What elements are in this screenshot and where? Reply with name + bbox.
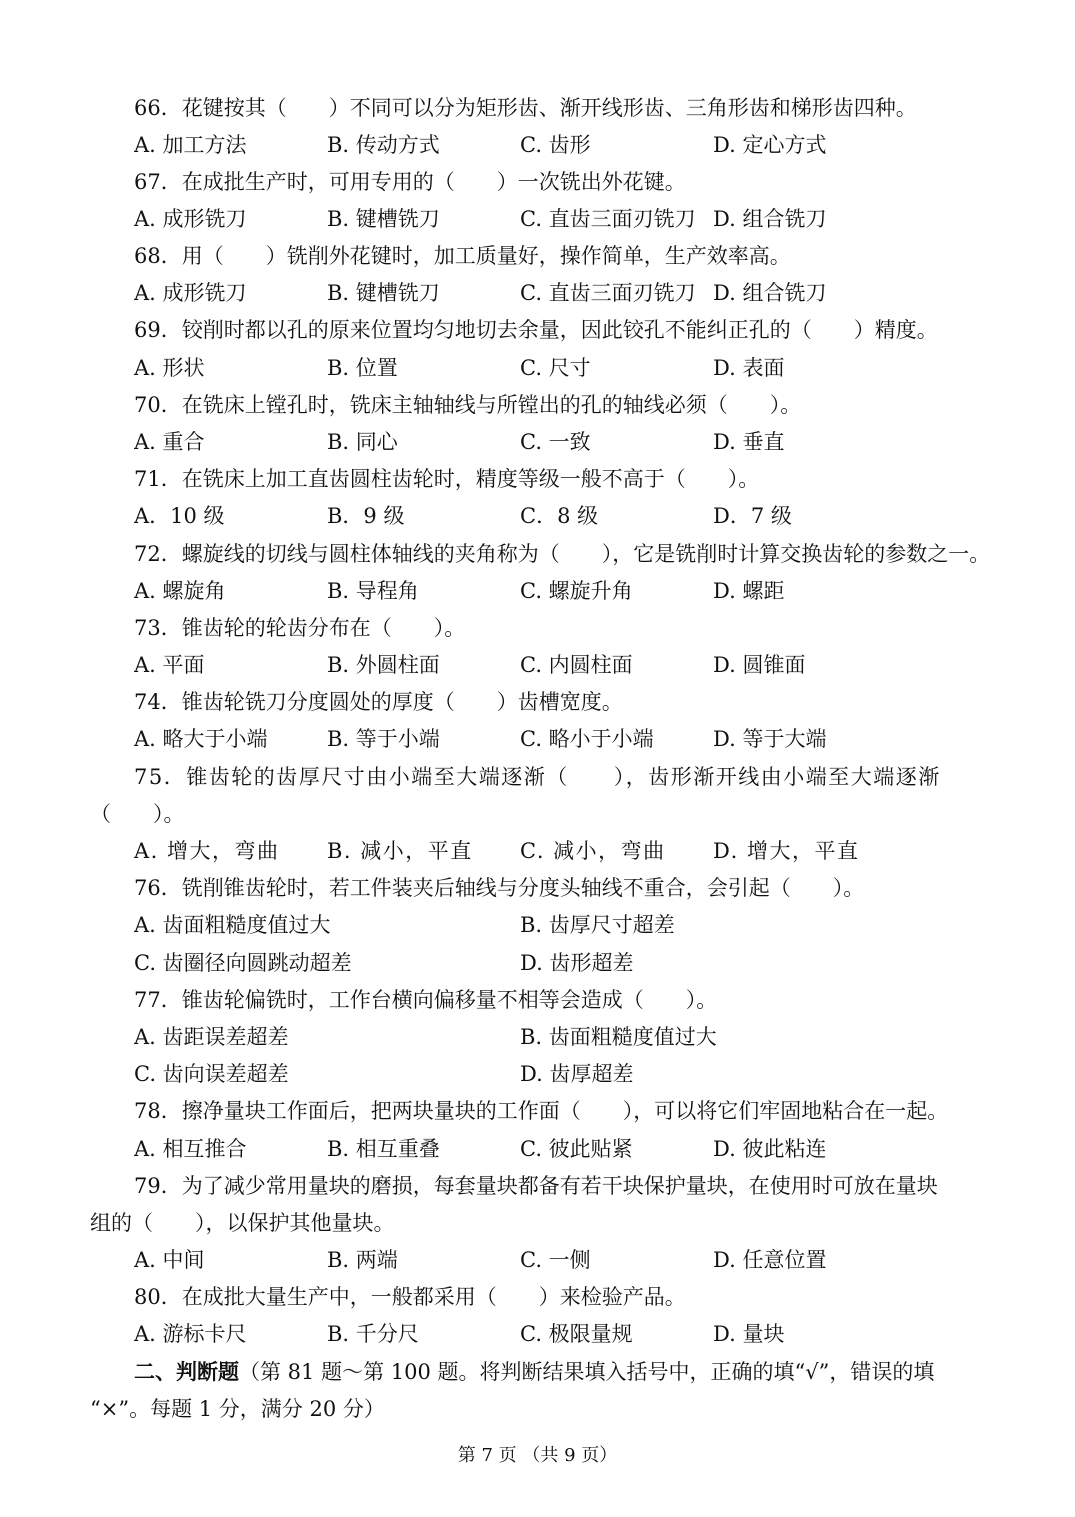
- option-b: B. 两端: [327, 1248, 398, 1272]
- question-79-stem: 79．为了减少常用量块的磨损，每套量块都备有若干块保护量块，在使用时可放在量块: [134, 1174, 938, 1198]
- question-75-options: [134, 837, 1014, 865]
- question-79-options: [134, 1246, 1014, 1274]
- question-67-stem: 67．在成批生产时，可用专用的（ ）一次铣出外花键。: [134, 170, 686, 194]
- question-69-stem: 69．铰削时都以孔的原来位置均匀地切去余量，因此铰孔不能纠正孔的（ ）精度。: [134, 318, 938, 342]
- option-d: D. 等于大端: [713, 727, 827, 751]
- question-70-options: [134, 428, 1014, 456]
- option-b: B. 千分尺: [327, 1322, 419, 1346]
- question-73-options: [134, 651, 1014, 679]
- question-69-options: [134, 354, 1014, 382]
- question-76-options-row2: [134, 949, 1014, 977]
- question-72-stem: 72．螺旋线的切线与圆柱体轴线的夹角称为（ ），它是铣削时计算交换齿轮的参数之一。: [134, 542, 991, 566]
- option-d: D. 组合铣刀: [713, 281, 827, 305]
- option-b: B. 外圆柱面: [327, 653, 440, 677]
- option-a: A. 加工方法: [134, 133, 247, 157]
- question-77-stem: 77．锥齿轮偏铣时，工作台横向偏移量不相等会造成（ ）。: [134, 988, 718, 1012]
- question-80-stem: 80．在成批大量生产中，一般都采用（ ）来检验产品。: [134, 1285, 686, 1309]
- option-c: C. 一致: [520, 430, 591, 454]
- option-b: B. 齿厚尺寸超差: [520, 913, 675, 937]
- section-description: （第 81 题～第 100 题。将判断结果填入括号中，正确的填“√”，错误的填: [239, 1360, 935, 1384]
- option-b: B. 键槽铣刀: [327, 207, 440, 231]
- section-heading-line1: [90, 1358, 1000, 1386]
- option-c: C. 齿圈径向圆跳动超差: [134, 951, 352, 975]
- option-a: A. 齿面粗糙度值过大: [134, 913, 331, 937]
- question-75-stem-continued: （ ）。: [90, 802, 185, 826]
- option-c: C. 齿形: [520, 133, 591, 157]
- question-66-options: [134, 131, 1014, 159]
- option-c: C. 一侧: [520, 1248, 591, 1272]
- option-a: A. 相互推合: [134, 1137, 247, 1161]
- option-b: B. 键槽铣刀: [327, 281, 440, 305]
- option-d: D. 齿形超差: [520, 951, 634, 975]
- option-d: D. 齿厚超差: [520, 1062, 634, 1086]
- question-77-options-row1: [134, 1023, 1014, 1051]
- section-title: 二、判断题: [134, 1359, 239, 1384]
- question-80-options: [134, 1320, 1014, 1348]
- option-c: C．8 级: [520, 504, 599, 528]
- option-a: A. 增大，弯曲: [134, 839, 280, 863]
- question-74-options: [134, 725, 1014, 753]
- question-71-options: [134, 502, 1014, 530]
- question-75-stem: 75．锥齿轮的齿厚尺寸由小端至大端逐渐（ ），齿形渐开线由小端至大端逐渐: [134, 765, 941, 789]
- option-b: B. 齿面粗糙度值过大: [520, 1025, 717, 1049]
- question-68-options: [134, 279, 1014, 307]
- question-76-options-row1: [134, 911, 1014, 939]
- question-79-stem-continued: 组的（ ），以保护其他量块。: [90, 1211, 395, 1235]
- option-d: D．7 级: [713, 504, 792, 528]
- option-c: C. 尺寸: [520, 356, 591, 380]
- option-c: C. 彼此贴紧: [520, 1137, 633, 1161]
- question-78-options: [134, 1135, 1014, 1163]
- option-d: D. 圆锥面: [713, 653, 806, 677]
- question-77-options-row2: [134, 1060, 1014, 1088]
- option-d: D. 螺距: [713, 579, 785, 603]
- question-67-options: [134, 205, 1014, 233]
- question-70-stem: 70．在铣床上镗孔时，铣床主轴轴线与所镗出的孔的轴线必须（ ）。: [134, 393, 802, 417]
- option-a: A. 成形铣刀: [134, 207, 247, 231]
- option-b: B. 导程角: [327, 579, 419, 603]
- question-73-stem: 73．锥齿轮的轮齿分布在（ ）。: [134, 616, 466, 640]
- option-c: C. 螺旋升角: [520, 579, 633, 603]
- option-c: C. 直齿三面刃铣刀: [520, 207, 696, 231]
- option-b: B. 同心: [327, 430, 398, 454]
- option-c: C. 齿向误差超差: [134, 1062, 289, 1086]
- option-c: C. 减小，弯曲: [520, 839, 666, 863]
- option-d: D. 彼此粘连: [713, 1137, 827, 1161]
- question-71-stem: 71．在铣床上加工直齿圆柱齿轮时，精度等级一般不高于（ ）。: [134, 467, 760, 491]
- option-a: A. 重合: [134, 430, 205, 454]
- option-c: C. 略小于小端: [520, 727, 654, 751]
- section-description-continued: “×”。每题 1 分，满分 20 分）: [90, 1397, 385, 1421]
- option-a: A. 齿距误差超差: [134, 1025, 289, 1049]
- option-b: B. 相互重叠: [327, 1137, 440, 1161]
- option-a: A．10 级: [134, 504, 225, 528]
- question-74-stem: 74．锥齿轮铣刀分度圆处的厚度（ ）齿槽宽度。: [134, 690, 623, 714]
- option-b: B. 等于小端: [327, 727, 440, 751]
- option-c: C. 极限量规: [520, 1322, 633, 1346]
- option-c: C. 内圆柱面: [520, 653, 633, 677]
- option-d: D. 任意位置: [713, 1248, 827, 1272]
- option-a: A. 平面: [134, 653, 205, 677]
- question-76-stem: 76．铣削锥齿轮时，若工件装夹后轴线与分度头轴线不重合，会引起（ ）。: [134, 876, 865, 900]
- question-66-stem: 66．花键按其（ ）不同可以分为矩形齿、渐开线形齿、三角形齿和梯形齿四种。: [134, 96, 917, 120]
- option-a: A. 游标卡尺: [134, 1322, 247, 1346]
- option-d: D. 增大，平直: [713, 839, 860, 863]
- option-a: A. 中间: [134, 1248, 205, 1272]
- option-c: C. 直齿三面刃铣刀: [520, 281, 696, 305]
- option-d: D. 组合铣刀: [713, 207, 827, 231]
- option-d: D. 量块: [713, 1322, 785, 1346]
- option-b: B．9 级: [327, 504, 405, 528]
- option-b: B. 减小，平直: [327, 839, 473, 863]
- option-a: A. 螺旋角: [134, 579, 226, 603]
- option-d: D. 垂直: [713, 430, 785, 454]
- question-72-options: [134, 577, 1014, 605]
- question-78-stem: 78．擦净量块工作面后，把两块量块的工作面（ ），可以将它们牢固地粘合在一起。: [134, 1099, 949, 1123]
- option-a: A. 形状: [134, 356, 205, 380]
- option-d: D. 表面: [713, 356, 785, 380]
- question-68-stem: 68．用（ ）铣削外花键时，加工质量好，操作简单，生产效率高。: [134, 244, 791, 268]
- option-d: D. 定心方式: [713, 133, 827, 157]
- page-number-footer: 第 7 页 （共 9 页）: [457, 1445, 618, 1466]
- option-b: B. 位置: [327, 356, 398, 380]
- option-a: A. 成形铣刀: [134, 281, 247, 305]
- option-a: A. 略大于小端: [134, 727, 268, 751]
- option-b: B. 传动方式: [327, 133, 440, 157]
